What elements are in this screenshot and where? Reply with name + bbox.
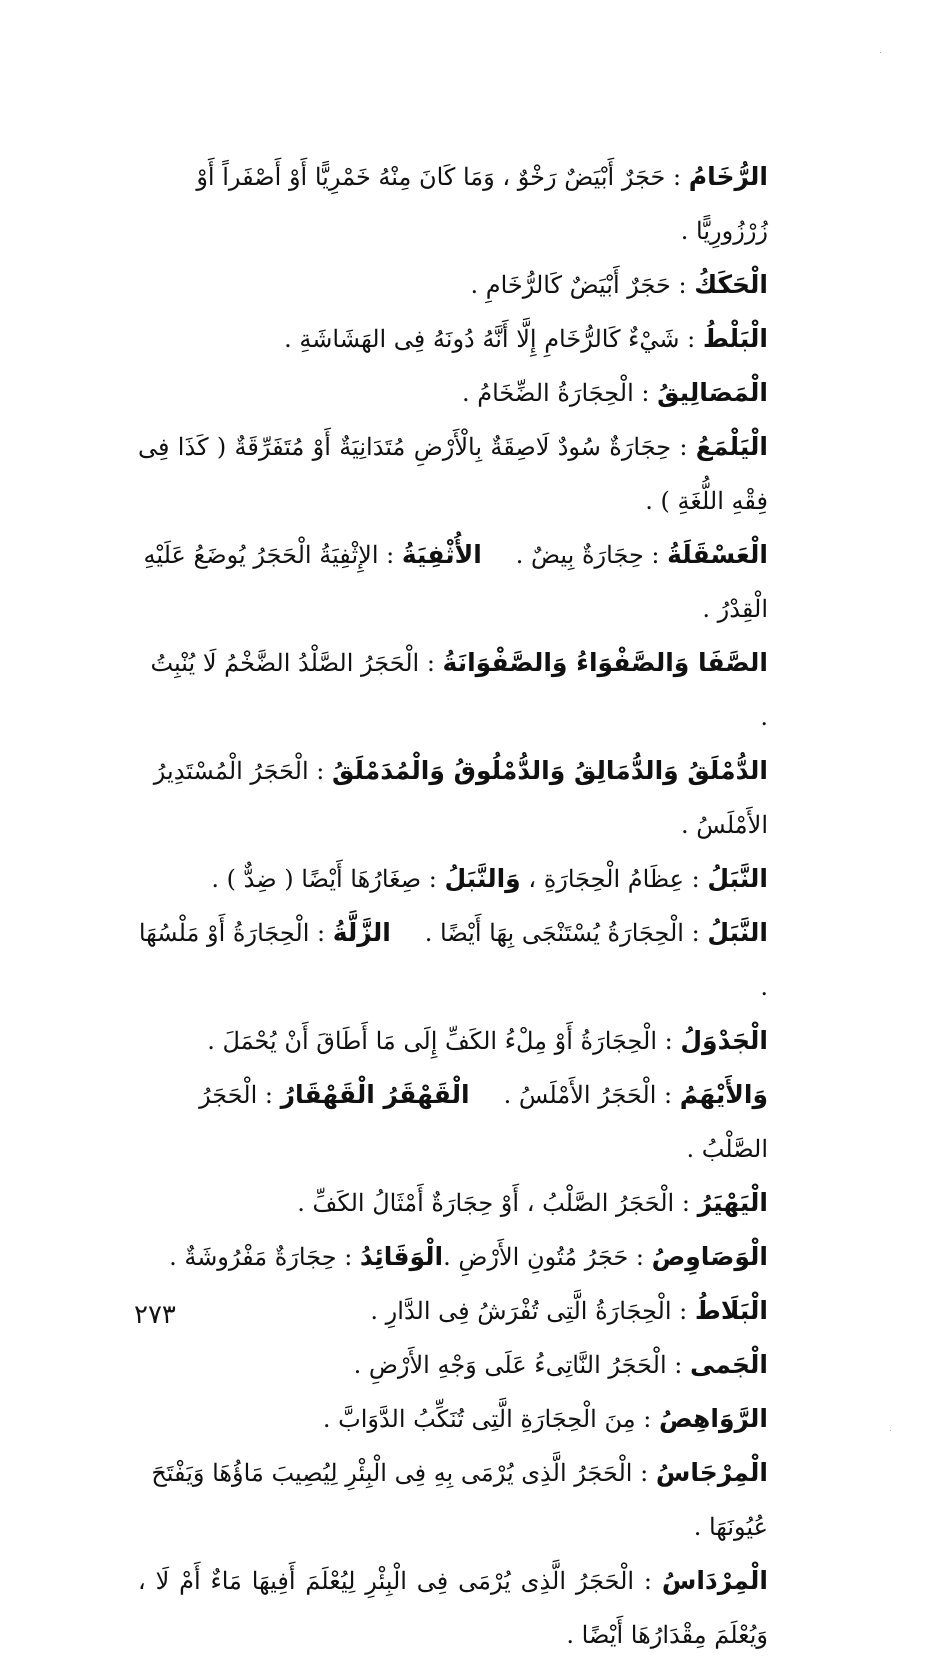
entry-balt xyxy=(138,312,768,366)
entry-definition: : حَجَرُ مُتُونِ الأَرْضِ . xyxy=(443,1243,652,1271)
entry-term: الْبَلَاطُ xyxy=(694,1296,768,1325)
entry-term: الصَّفَا وَالصَّفْوَاءُ وَالصَّفْوَانَةُ xyxy=(442,648,768,677)
entry-term: الْجَمى xyxy=(689,1350,768,1379)
scan-speck xyxy=(880,52,881,53)
entry-definition: : الْحَجَرُ الأَمْلَسُ . xyxy=(503,1081,680,1109)
entry-term: الْوَصَاوِصُ xyxy=(651,1242,768,1271)
entry-definition-secondary: : حِجَارَةٌ مَفْرُوشَةٌ . xyxy=(169,1243,360,1271)
scan-speck xyxy=(890,1430,891,1431)
entry-term-secondary: الْوَقَائِدُ xyxy=(359,1242,444,1271)
entry-definition: : الْحَجَرُ الصَّلْبُ ، أَوْ حِجَارَةٌ أَمْثَالُ الكَفِّ . xyxy=(297,1189,698,1217)
entry-definition-secondary: : صِغَارُهَا أَيْضًا ( ضِدٌّ ) . xyxy=(211,865,445,893)
entry-masaliq xyxy=(138,366,768,420)
entry-term: الْحَكَكُ xyxy=(694,270,768,299)
entry-definition: : حِجَارَةٌ بِيضٌ . xyxy=(515,541,668,569)
entry-definition: : مِنَ الْحِجَارَةِ الَّتِى تُنَكِّبُ الدَّوَابَّ . xyxy=(322,1405,659,1433)
entry-marble xyxy=(138,150,768,258)
entry-dumluq xyxy=(138,744,768,852)
entry-jama xyxy=(138,1338,768,1392)
entry-term: وَالأَيْهَمُ xyxy=(679,1080,768,1109)
entry-ayham xyxy=(138,1068,768,1176)
entry-definition: : الْحَجَرُ الصَّلْدُ الضَّخْمُ لَا يُنْبِتُ . xyxy=(150,649,768,731)
entry-safa xyxy=(138,636,768,744)
entry-definition: : الْحِجَارَةُ أَوْ مِلْءُ الكَفِّ إِلَى مَا أَطَاقَ أَنْ يُحْمَلَ . xyxy=(207,1027,681,1055)
entry-definition-secondary: : الْحَجَرُ الصَّلْبُ . xyxy=(199,1081,768,1163)
entry-nabal xyxy=(138,852,768,906)
entry-definition: : الْحِجَارَةُ الَّتِى تُفْرَشُ فِى الدَّارِ . xyxy=(370,1297,695,1325)
entry-mirdas xyxy=(138,1554,768,1662)
entry-definition: : حِجَارَةٌ سُودٌ لَاصِقَةٌ بِالْأَرْضِ مُتَدَانِيَةٌ أَوْ مُتَفَرِّقَةٌ ( كَذَا فِى فِقْهِ اللُّغَةِ ) . xyxy=(138,433,768,515)
entry-term-secondary: الأُثْفِيَةُ xyxy=(401,540,482,569)
entry-balat xyxy=(138,1284,768,1338)
entry-term: الْمِرْجَاسُ xyxy=(655,1458,768,1487)
entry-term-secondary: وَالنَّبَلُ xyxy=(444,864,521,893)
entry-definition: : حَجَرٌ أَبْيَضٌ كَالرُّخَامِ . xyxy=(470,271,695,299)
entry-definition: : الْحَجَرُ النَّاتِىءُ عَلَى وَجْهِ الأَرْضِ . xyxy=(353,1351,690,1379)
entry-term: النَّبَلُ xyxy=(707,864,768,893)
entry-wasawis xyxy=(138,1230,768,1284)
entry-term-secondary: الزَّلَّةُ xyxy=(332,918,391,947)
entry-term: الرُّخَامُ xyxy=(688,162,768,191)
entry-definition-secondary: : الْحِجَارَةُ أَوْ مَلْسُهَا . xyxy=(138,919,768,1001)
entry-term: الْجَدْوَلُ xyxy=(680,1026,768,1055)
entry-asqala xyxy=(138,528,768,636)
entry-term-secondary: الْقَهْقَرُ الْقَهْقَارُ xyxy=(280,1080,470,1109)
entry-term: الرَّوَاهِصُ xyxy=(658,1404,768,1433)
entry-term: الدُّمْلَقُ وَالدُّمَالِقُ وَالدُّمْلُوقُ وَالْمُدَمْلَقُ xyxy=(331,756,768,785)
entry-definition: : الْحِجَارَةُ يُسْتَنْجَى بِهَا أَيْضًا . xyxy=(424,919,708,947)
entry-definition: : عِظَامُ الْحِجَارَةِ ، xyxy=(520,865,708,893)
entry-definition: : الْحَجَرُ الَّذِى يُرْمَى فِى الْبِئْرِ لِيُعْلَمَ أَفِيهَا مَاءٌ أَمْ لَا ، وَيُعْلَمَ مِقْدَارُهَا أَيْضًا . xyxy=(138,1567,768,1649)
entry-definition: : شَيْءٌ كَالرُّخَامِ إِلَّا أَنَّهُ دُونَهُ فِى الهَشَاشَةِ . xyxy=(284,325,703,353)
dictionary-text xyxy=(138,150,768,1662)
entry-term: النَّبَلُ xyxy=(707,918,768,947)
entry-definition: : الْحِجَارَةُ الضِّخَامُ . xyxy=(461,379,658,407)
entry-definition: : حَجَرٌ أَبْيَضٌ رَخْوٌ ، وَمَا كَانَ مِنْهُ خَمْرِيًّا أَوْ أَصْفَراً أَوْ زُرْزُورِيًّا . xyxy=(196,163,768,245)
entry-definition: : الْحَجَرُ الْمُسْتَدِيرُ الأَمْلَسُ . xyxy=(153,757,768,839)
entry-rawahis xyxy=(138,1392,768,1446)
entry-definition: : الْحَجَرُ الَّذِى يُرْمَى بِهِ فِى الْبِئْرِ لِيُصِيبَ مَاؤُهَا وَيَفْتَحَ عُيُونَهَا . xyxy=(151,1459,768,1541)
entry-term: الْيَهْيَرُ xyxy=(697,1188,768,1217)
entry-jadwal xyxy=(138,1014,768,1068)
entry-yalma xyxy=(138,420,768,528)
entry-term: الْمِرْدَاسُ xyxy=(661,1566,768,1595)
entry-mirjas xyxy=(138,1446,768,1554)
entry-definition-secondary: : الإِثْفِيَةُ الْحَجَرُ يُوضَعُ عَلَيْهِ الْقِدْرُ . xyxy=(143,541,768,623)
entry-yahyar xyxy=(138,1176,768,1230)
entry-term: الْيَلْمَعُ xyxy=(695,432,768,461)
entry-term: الْبَلْطُ xyxy=(702,324,768,353)
entry-term: الْعَسْقَلَةُ xyxy=(667,540,768,569)
entry-term: الْمَصَالِيقُ xyxy=(657,378,768,407)
entry-hakak xyxy=(138,258,768,312)
page-number: ٢٧٣ xyxy=(134,1300,176,1330)
entry-nabal-2 xyxy=(138,906,768,1014)
